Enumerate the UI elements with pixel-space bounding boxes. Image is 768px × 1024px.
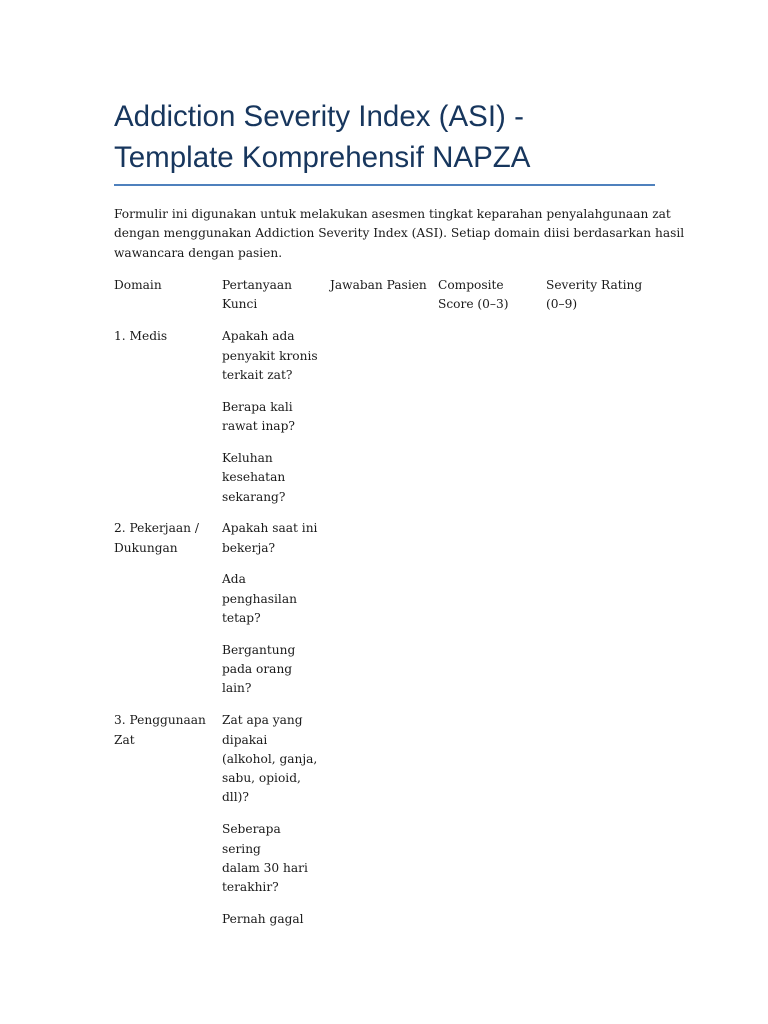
domain-name: 2. Pekerjaan / Dukungan [114,521,199,555]
question: Bergantung pada orang lain? [222,642,296,696]
key-questions [222,519,330,698]
domain-name: 1. Medis [114,329,168,344]
header-severity-rating: Severity Rating (0–9) [546,277,643,312]
table-row [114,711,655,929]
question: Apakah ada penyakit kronis terkait zat? [222,329,318,383]
title-line: Addiction Severity Index (ASI) - [114,100,524,133]
question: Seberapa sering dalam 30 hari terakhir? [222,822,308,895]
key-questions [222,711,330,929]
asi-table [114,276,655,929]
table-row [114,519,655,698]
question: Pernah gagal [222,911,304,926]
document-body [114,96,685,929]
intro-line: Formulir ini digunakan untuk melakukan asesmen tingkat keparahan penyalahgunaan zat [114,207,671,221]
question: Keluhan kesehatan sekarang? [222,450,286,504]
question: Berapa kali rawat inap? [222,399,295,434]
key-questions [222,327,330,506]
header-composite-score: Composite Score (0–3) [438,277,509,312]
domain-name: 3. Penggunaan Zat [114,713,206,747]
table-header-row [114,276,655,315]
header-patient-answer: Jawaban Pasien [330,277,427,292]
intro-line: dengan menggunakan Addiction Severity Index (ASI). Setiap domain diisi berdasarkan hasil [114,226,685,241]
document-title [114,96,655,178]
intro-line: wawancara dengan pasien. [114,245,283,260]
header-key-question: Pertanyaan Kunci [222,277,292,312]
header-domain: Domain [114,277,162,292]
question: Apakah saat ini bekerja? [222,521,318,555]
intro-paragraph [114,205,685,263]
title-underline [114,184,655,186]
question: Zat apa yang dipakai (alkohol, ganja, sabu, opioid, dll)? [222,713,318,805]
title-line: Template Komprehensif NAPZA [114,141,531,174]
question: Ada penghasilan tetap? [222,572,297,626]
table-row [114,327,655,506]
